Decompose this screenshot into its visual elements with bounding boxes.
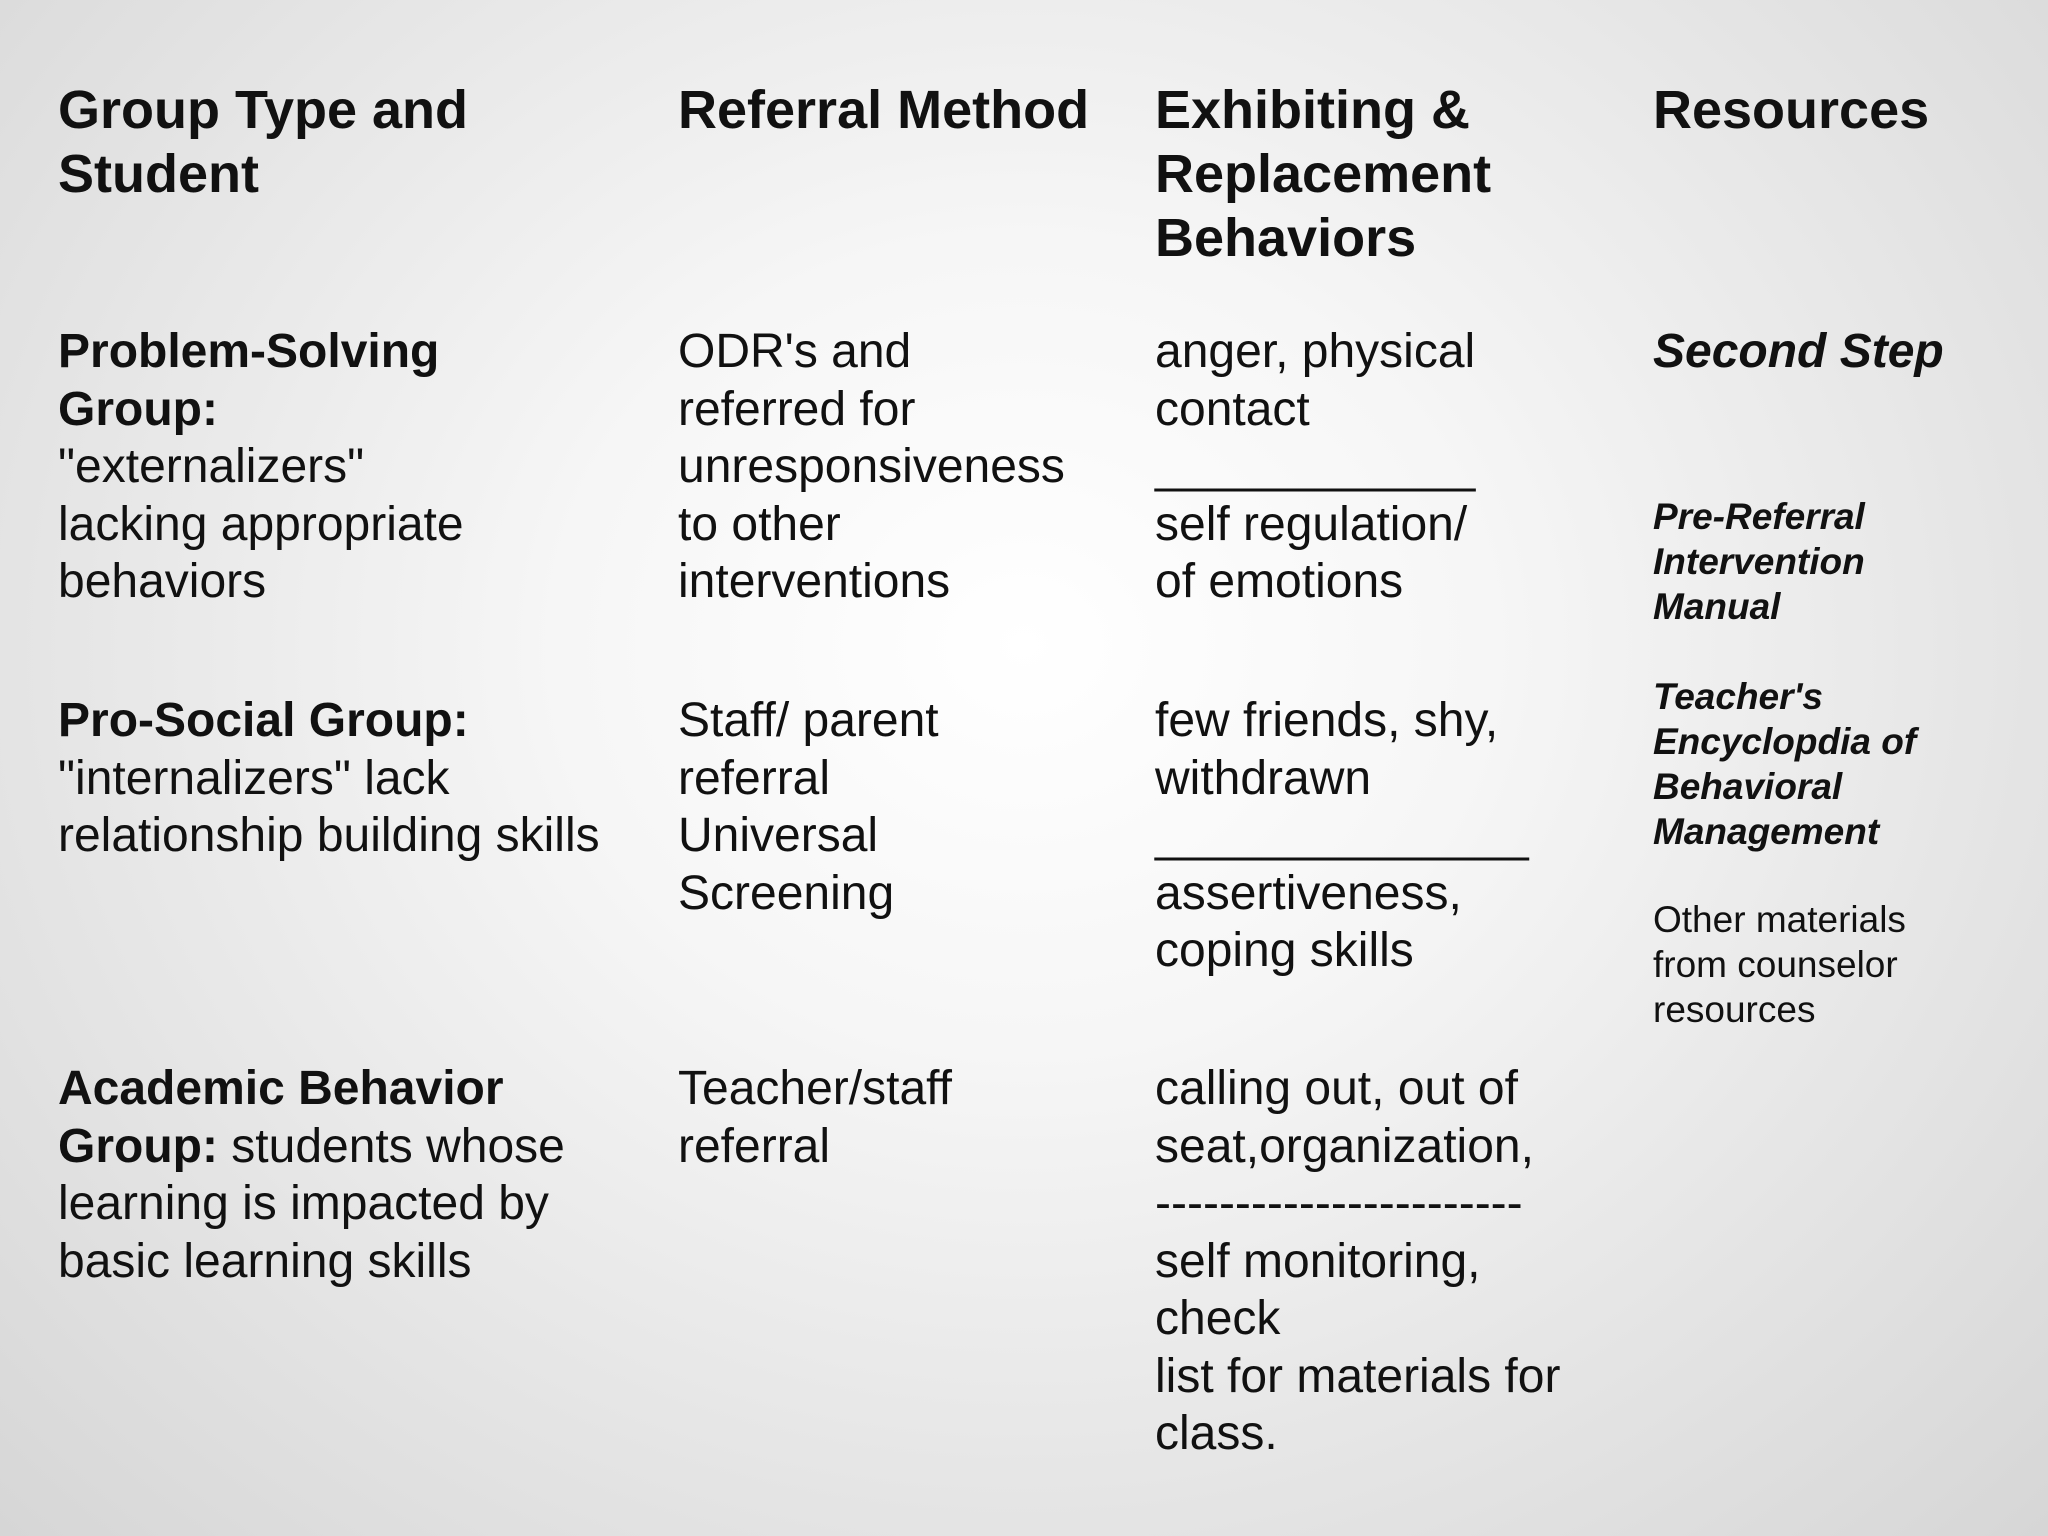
resource-teachers-encyclopedia: Teacher's Encyclopdia of Behavioral Management: [1653, 676, 1917, 852]
group-description: "internalizers" lack relationship building skills: [58, 751, 600, 862]
group-description: students whose learning is impacted by basic learning skills: [58, 1119, 565, 1288]
resource-other-materials: Other materials from counselor resources: [1653, 899, 1906, 1030]
referral-cell-problem-solving: ODR's and referred for unresponsiveness to other interventions: [678, 325, 1065, 608]
group-cell-problem-solving: [58, 323, 658, 611]
group-description: "externalizers" lacking appropriate behaviors: [58, 440, 464, 608]
behaviors-cell-pro-social: few friends, shy, withdrawn ______________ assertiveness, coping skills: [1155, 694, 1529, 977]
group-title: Problem-Solving Group:: [58, 325, 440, 436]
group-cell-academic-behavior: [58, 1060, 658, 1290]
group-title: Academic Behavior Group:: [58, 1062, 504, 1173]
header-referral-method: Referral Method: [678, 80, 1090, 140]
group-cell-pro-social: [58, 692, 658, 865]
header-group-type: Group Type and Student: [58, 80, 469, 204]
resource-second-step: Second Step: [1653, 325, 1944, 378]
behaviors-cell-academic-behavior: calling out, out of seat,organization, ----------------------- self monitoring, check list for materials for class.: [1155, 1062, 1561, 1460]
referral-cell-pro-social: Staff/ parent referral Universal Screening: [678, 694, 939, 920]
group-title: Pro-Social Group:: [58, 694, 469, 747]
header-resources: Resources: [1653, 80, 1930, 140]
header-behaviors: Exhibiting & Replacement Behaviors: [1155, 80, 1492, 268]
resource-pre-referral-manual: Pre-Referral Intervention Manual: [1653, 496, 1865, 627]
behaviors-cell-problem-solving: anger, physical contact ____________ self regulation/ of emotions: [1155, 325, 1476, 608]
referral-cell-academic-behavior: Teacher/staff referral: [678, 1062, 952, 1173]
